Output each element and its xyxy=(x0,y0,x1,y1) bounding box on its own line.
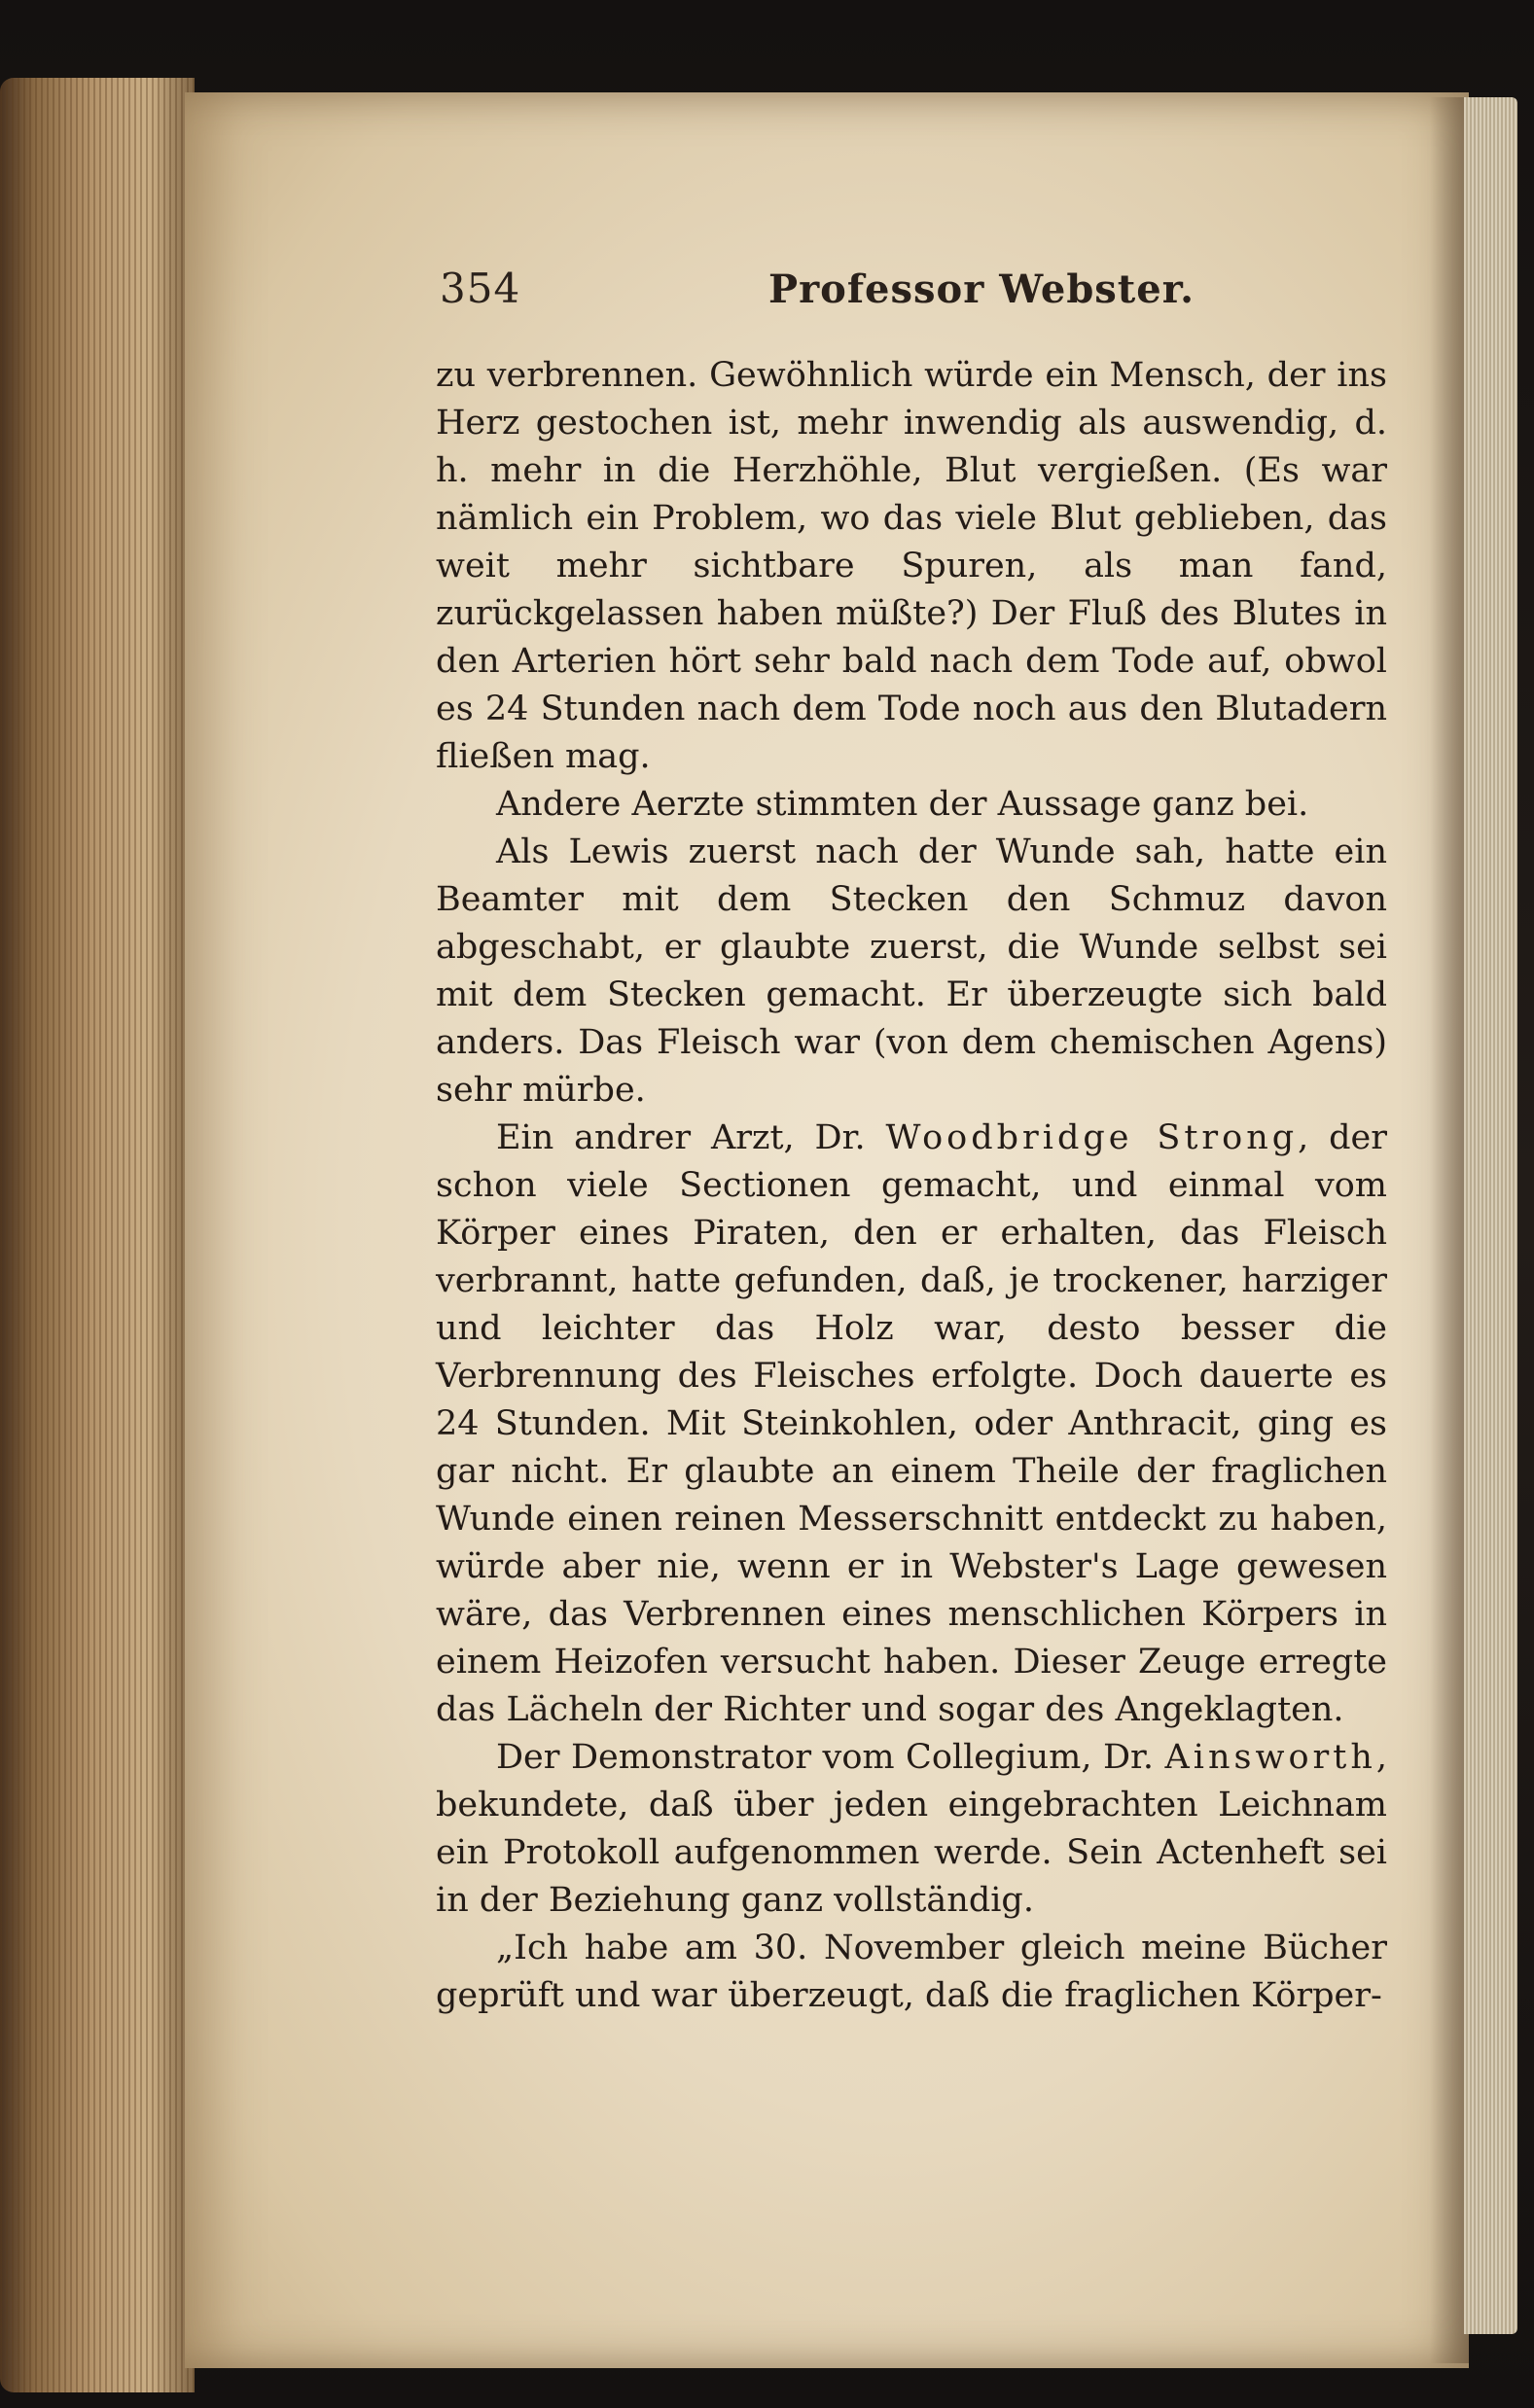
paragraph: zu verbrennen. Gewöhnlich würde ein Mensch, der ins Herz gestochen ist, mehr inwendig als auswendig, d. h. mehr in die Herzhöhle, Blut vergießen. (Es war nämlich ein Problem, wo das viele Blut geblieben, das weit mehr sichtbare Spuren, als man fand, zurückgelassen haben müßte?) Der Fluß des Blutes in den Arterien hört sehr bald nach dem Tode auf, obwol es 24 Stunden nach dem Tode noch aus den Blutadern fließen mag. xyxy=(436,356,1387,776)
paragraph-text: Der Demonstrator vom Collegium, Dr. xyxy=(496,1738,1165,1777)
body-text xyxy=(436,352,1387,2020)
page-number: 354 xyxy=(440,265,521,312)
person-name: Ainsworth xyxy=(1164,1738,1376,1777)
person-name: Woodbridge Strong xyxy=(885,1118,1299,1157)
paragraph: „Ich habe am 30. November gleich meine Bücher geprüft und war überzeugt, daß die fraglichen Körper- xyxy=(436,1929,1387,2015)
paragraph xyxy=(436,1115,1387,1734)
right-page-stack xyxy=(1464,97,1517,2334)
gutter-shadow xyxy=(1430,97,1469,2363)
running-title: Professor Webster. xyxy=(768,266,1195,312)
paragraph-text: Ein andrer Arzt, Dr. xyxy=(496,1118,886,1157)
paragraph: Andere Aerzte stimmten der Aussage ganz bei. xyxy=(496,785,1309,824)
paragraph-text: , der schon viele Sectionen gemacht, und einmal vom Körper eines Piraten, den er erhalten, das Fleisch verbrannt, hatte gefunden, daß, je trockener, harziger und leichter das Holz war, desto besser die Verbrennung des Fleisches erfolgte. Doch dauerte es 24 Stunden. Mit Steinkohlen, oder Anthracit, ging es gar nicht. Er glaubte an einem Theile der fraglichen Wunde einen reinen Messerschnitt entdeckt zu haben, würde aber nie, wenn er in Webster's Lage gewesen wäre, das Verbrennen eines menschlichen Körpers in einem Heizofen versucht haben. Dieser Zeuge erregte das Lächeln der Richter und sogar des Angeklagten. xyxy=(436,1118,1388,1729)
running-head xyxy=(440,265,1412,333)
left-page-edges xyxy=(0,78,195,2392)
paragraph: Als Lewis zuerst nach der Wunde sah, hatte ein Beamter mit dem Stecken den Schmuz davon abgeschabt, er glaubte zuerst, die Wunde selbst sei mit dem Stecken gemacht. Er überzeugte sich bald anders. Das Fleisch war (von dem chemischen Agens) sehr mürbe. xyxy=(436,832,1387,1110)
paragraph xyxy=(436,1734,1387,1925)
paragraph-text: , bekundete, daß über jeden eingebrachten Leichnam ein Protokoll aufgenommen werde. Sein Actenheft sei in der Beziehung ganz vollständig. xyxy=(436,1738,1387,1920)
